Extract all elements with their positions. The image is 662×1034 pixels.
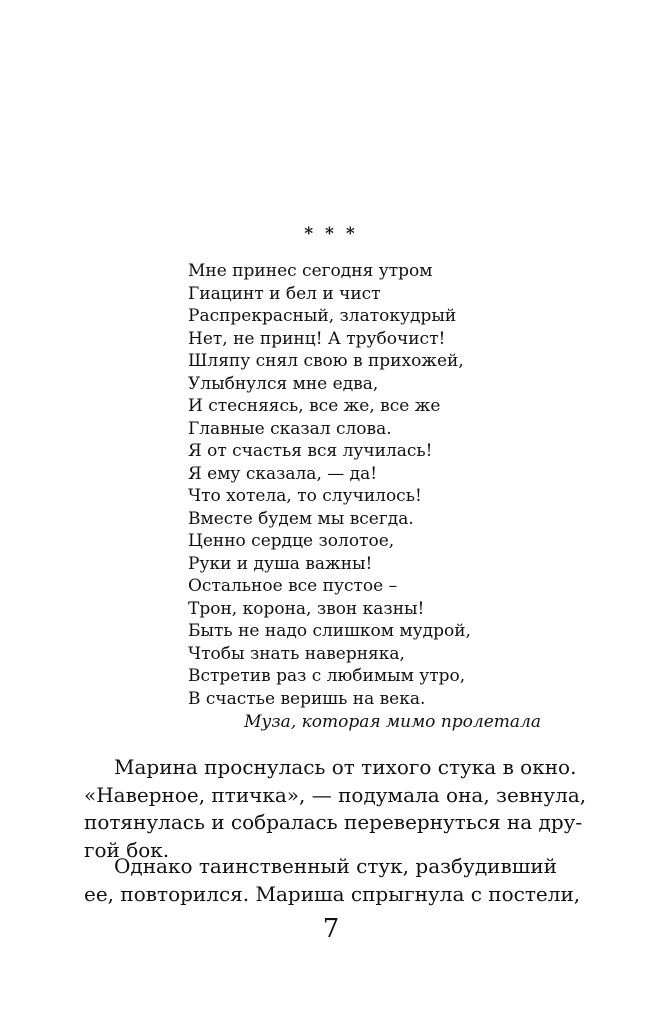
poem-line: Мне принес сегодня утром xyxy=(188,261,433,281)
poem-line: Ценно сердце золотое, xyxy=(188,531,395,551)
poem-line: Шляпу снял свою в прихожей, xyxy=(188,351,464,371)
poem-signature: Муза, которая мимо пролетала xyxy=(244,712,541,732)
poem-line: В счастье веришь на века. xyxy=(188,688,426,709)
paragraph-line: Марина проснулась от тихого стука в окно. xyxy=(114,755,577,779)
paragraph-line: потянулась и собралась перевернуться на дру- xyxy=(84,810,583,834)
poem-line: И стесняясь, все же, все же xyxy=(188,396,441,416)
poem-line: Руки и душа важны! xyxy=(188,553,373,574)
page-number: 7 xyxy=(322,914,340,944)
paragraph-line: «Наверное, птичка», — подумала она, зевнула, xyxy=(84,782,587,807)
poem-line: Трон, корона, звон казны! xyxy=(188,598,425,619)
poem-line: Распрекрасный, златокудрый xyxy=(188,306,457,326)
poem-line: Встретив раз с любимым утро, xyxy=(188,666,466,686)
section-separator: * * * xyxy=(304,224,358,244)
poem-line: Я ему сказала, — да! xyxy=(188,463,378,484)
poem-line: Что хотела, то случилось! xyxy=(188,486,422,506)
paragraph-line: гой бок. xyxy=(84,837,170,862)
paragraph-line: ее, повторился. Мариша спрыгнула с постели, xyxy=(84,881,581,906)
paragraph-line: Однако таинственный стук, разбудивший xyxy=(114,854,557,878)
poem-line: Вместе будем мы всегда. xyxy=(188,508,414,529)
poem-line: Остальное все пустое – xyxy=(188,576,398,596)
poem-line: Я от счастья вся лучилась! xyxy=(188,441,433,461)
poem-line: Улыбнулся мне едва, xyxy=(188,373,379,394)
paragraph xyxy=(84,754,587,864)
poem-line: Нет, не принц! А трубочист! xyxy=(188,328,446,349)
poem-line: Быть не надо слишком мудрой, xyxy=(188,621,471,641)
poem-line: Главные сказал слова. xyxy=(188,418,392,439)
poem-line: Гиацинт и бел и чист xyxy=(188,283,381,304)
poem-line: Чтобы знать наверняка, xyxy=(188,643,405,664)
paragraph xyxy=(84,853,581,908)
poem xyxy=(188,260,568,710)
